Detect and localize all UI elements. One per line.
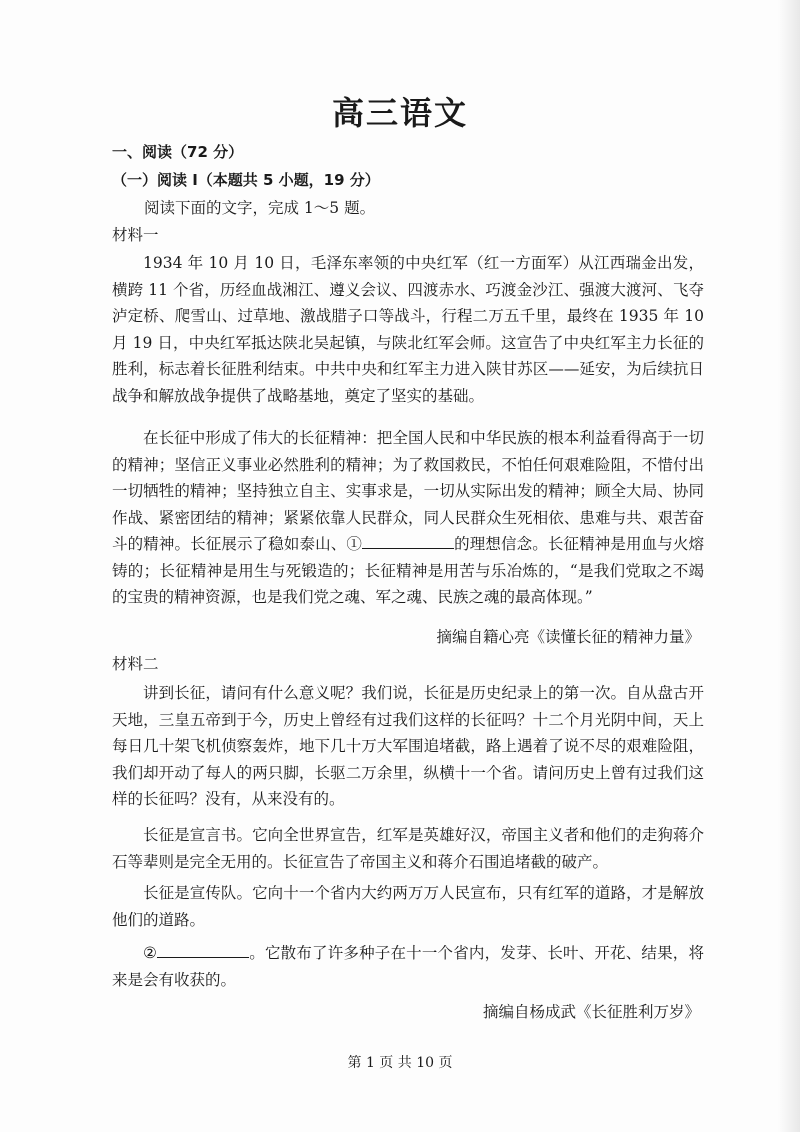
material2-paragraph-2-text: 长征是宣言书。它向全世界宣告，红军是英雄好汉，帝国主义者和他们的走狗蒋介石等辈则是完全无用的。长征宣告了帝国主义和蒋介石围追堵截的破产。 [112, 826, 704, 871]
section-heading: 一、阅读（72 分） [112, 143, 244, 161]
scan-edge-shadow [778, 0, 800, 1132]
section-subheading: （一）阅读 I（本题共 5 小题，19 分） [112, 171, 380, 189]
material2-paragraph-3 [112, 880, 704, 933]
material1-paragraph-2-end: 的理想信念。长征精神是用血与火熔铸的；长征精神是用生与死锻造的；长征精神是用苦与乐冶炼的，“是我们党取之不竭的宝贵的精神资源，也是我们党之魂、军之魂、民族之魂的最高体现。” [112, 535, 704, 606]
page-number: 第 1 页 共 10 页 [347, 1055, 453, 1071]
material2-paragraph-3-text: 长征是宣传队。它向十一个省内大约两万万人民宣布，只有红军的道路，才是解放他们的道路。 [112, 884, 704, 929]
material2-paragraph-4-text: 。它散布了许多种子在十一个省内，发芽、长叶、开花、结果，将来是会有收获的。 [112, 944, 704, 989]
reading-instruction: 阅读下面的文字，完成 1～5 题。 [144, 199, 376, 217]
material2-label: 材料二 [112, 655, 159, 673]
material1-paragraph-2 [112, 425, 704, 611]
page-title: 高三语文 [331, 94, 468, 132]
material1-label: 材料一 [112, 226, 159, 244]
fill-blank-2 [157, 943, 249, 958]
material2-source: 摘编自杨成武《长征胜利万岁》 [482, 1003, 700, 1021]
material1-source: 摘编自籍心亮《读懂长征的精神力量》 [436, 628, 700, 646]
material1-paragraph-2-start: 在长征中形成了伟大的长征精神：把全国人民和中华民族的根本利益看得高于一切的精神；坚信正义事业必然胜利的精神；为了救国救民，不怕任何艰难险阻，不惜付出一切牺牲的精神；坚持独立自主、实事求是，一切从实际出发的精神；顾全大局、协同作战、紧密团结的精神；紧紧依靠人民群众，同人民群众生死相依、患难与共、艰苦奋斗的精神。长征展示了稳如泰山、 [112, 429, 704, 553]
material2-paragraph-1 [112, 680, 704, 813]
blank-2-marker: ② [143, 944, 158, 962]
material2-paragraph-1-text: 讲到长征，请问有什么意义呢？我们说，长征是历史纪录上的第一次。自从盘古开天地，三皇五帝到于今，历史上曾经有过我们这样的长征吗？十二个月光阴中间，天上每日几十架飞机侦察轰炸，地下几十万大军围追堵截，路上遇着了说不尽的艰难险阻，我们却开动了每人的两只脚，长驱二万余里，纵横十一个省。请问历史上曾有过我们这样的长征吗？没有，从来没有的。 [112, 684, 704, 808]
fill-blank-1 [362, 534, 454, 549]
material1-paragraph-1 [112, 250, 704, 409]
material1-paragraph-1-text: 1934 年 10 月 10 日，毛泽东率领的中央红军（红一方面军）从江西瑞金出发，横跨 11 个省，历经血战湘江、遵义会议、四渡赤水、巧渡金沙江、强渡大渡河、飞夺泸定桥、爬雪山、过草地、激战腊子口等战斗，行程二万五千里，最终在 1935 年 10 月 19 日，中央红军抵达陕北吴起镇，与陕北红军会师。这宣告了中央红军主力长征的胜利，标志着长征胜利结束。中共中央和红军主力进入陕甘苏区——延安，为后续抗日战争和解放战争提供了战略基地，奠定了坚实的基础。 [112, 254, 704, 405]
material2-paragraph-4 [112, 940, 704, 993]
blank-1-marker: ① [346, 535, 362, 553]
material2-paragraph-2 [112, 822, 704, 875]
